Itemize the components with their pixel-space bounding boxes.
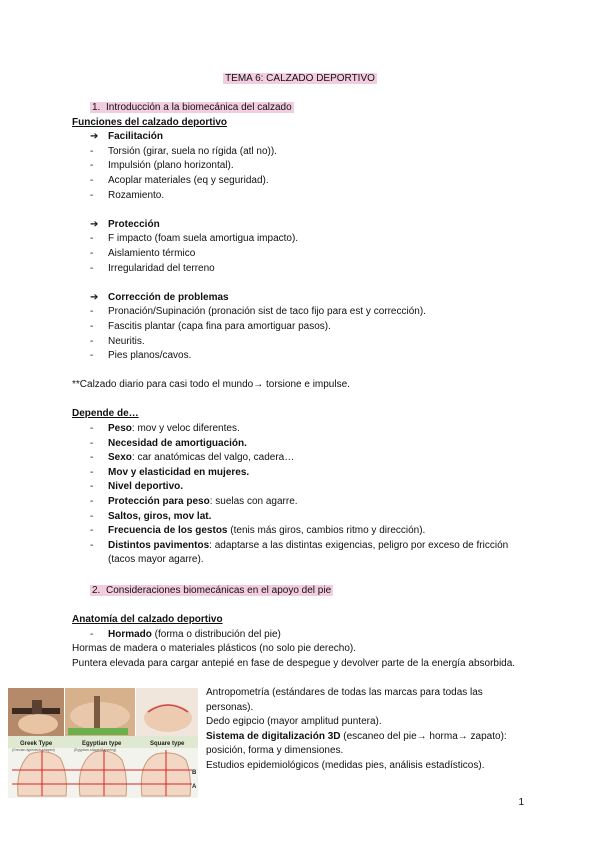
- list-item: - Pronación/Supinación (pronación sist de taco fijo para est y corrección).: [72, 305, 532, 320]
- funciones-heading: Funciones del calzado deportivo: [72, 116, 228, 128]
- list-item: - Acoplar materiales (eq y seguridad).: [72, 174, 532, 189]
- paragraph: Estudios epidemiológicos (medidas pies, análisis estadísticos).: [206, 759, 485, 771]
- list-item: - Necesidad de amortiguación.: [72, 437, 532, 452]
- square-type-label: Square type: [150, 741, 185, 747]
- list-item: - F impacto (foam suela amortigua impacto).: [72, 232, 532, 247]
- arrow-right-icon: ➔: [90, 291, 99, 303]
- paragraph: Dedo egipcio (mayor amplitud puntera).: [206, 716, 382, 728]
- list-item: - Saltos, giros, mov lat.: [72, 510, 532, 525]
- section-2: [72, 584, 532, 672]
- page-number: 1: [518, 797, 524, 808]
- list-item: - Torsión (girar, suela no rígida (atl no)).: [72, 145, 532, 160]
- paragraph: Sistema de digitalización 3D (escaneo del pie→ horma→ zapato): posición, forma y dimensiones.: [206, 730, 507, 757]
- section-1-heading: 1. Introducción a la biomecánica del calzado: [92, 102, 292, 113]
- list-item: - Rozamiento.: [72, 189, 532, 204]
- list-item: - Sexo: car anatómicas del valgo, cadera…: [72, 451, 532, 466]
- egyptian-sub-label: (Egyptian-shaped/tapering): [74, 748, 117, 752]
- label-b: B: [192, 770, 197, 776]
- foot-measurement-figure: [8, 688, 198, 798]
- page-title: TEMA 6: CALZADO DEPORTIVO: [225, 73, 375, 84]
- list-item: - Distintos pavimentos: adaptarse a las distintas exigencias, peligro por exceso de fricción (tacos mayor agarre).: [72, 539, 532, 568]
- paragraph: Hormas de madera o materiales plásticos (no solo pie derecho).: [72, 643, 357, 655]
- list-item: - Peso: mov y veloc diferentes.: [72, 422, 532, 437]
- list-item: - Hormado (forma o distribución del pie): [72, 628, 532, 643]
- greek-type-label: Greek Type: [20, 741, 53, 747]
- depende-heading: Depende de…: [72, 408, 139, 420]
- label-a: A: [192, 784, 197, 790]
- facilitacion-heading: ➔ Facilitación: [72, 130, 532, 145]
- list-item: - Neuritis.: [72, 335, 532, 350]
- arrow-right-icon: ➔: [90, 218, 99, 230]
- list-item: - Protección para peso: suelas con agarre.: [72, 495, 532, 510]
- greek-sub-label: (Grecian-type/arch-shaped): [12, 748, 55, 752]
- figure-side-text: [206, 686, 532, 774]
- list-item: - Fascitis plantar (capa fina para amortiguar pasos).: [72, 320, 532, 335]
- note: **Calzado diario para casi todo el mundo→ torsione e impulse.: [72, 379, 350, 391]
- list-item: - Pies planos/cavos.: [72, 349, 532, 364]
- list-item: - Frecuencia de los gestos (tenis más giros, cambios ritmo y dirección).: [72, 524, 532, 539]
- arrow-right-icon: ➔: [90, 131, 99, 143]
- list-item: - Mov y elasticidad en mujeres.: [72, 466, 532, 481]
- list-item: - Impulsión (plano horizontal).: [72, 159, 532, 174]
- list-item: - Aislamiento térmico: [72, 247, 532, 262]
- section-2-heading: 2. Consideraciones biomecánicas en el apoyo del pie: [92, 585, 332, 596]
- section-1: [72, 101, 532, 568]
- paragraph: Antropometría (estándares de todas las marcas para todas las personas).: [206, 687, 483, 713]
- correccion-heading: ➔ Corrección de problemas: [72, 291, 532, 306]
- list-item: - Irregularidad del terreno: [72, 262, 532, 277]
- egyptian-type-label: Egyptian type: [82, 741, 122, 747]
- foot-photo-collage: [8, 688, 198, 798]
- paragraph: Puntera elevada para cargar antepié en fase de despegue y devolver parte de la energía absorbida.: [72, 657, 516, 669]
- proteccion-heading: ➔ Protección: [72, 218, 532, 233]
- list-item: - Nivel deportivo.: [72, 480, 532, 495]
- anatomia-heading: Anatomía del calzado deportivo: [72, 614, 223, 626]
